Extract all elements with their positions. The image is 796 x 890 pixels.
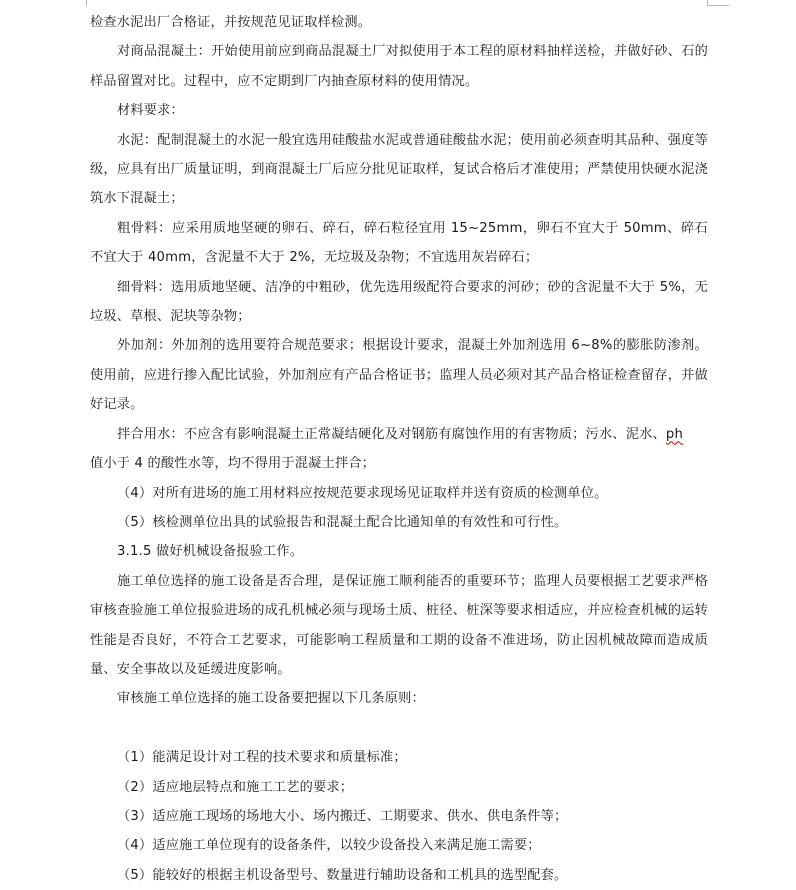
principle-item-1: （1）能满足设计对工程的技术要求和质量标准；	[117, 750, 407, 766]
mixing-water-text-continued: 值小于 4 的酸性水等，均不得用于混凝土拌合；	[90, 456, 376, 472]
paragraph-commercial-concrete: 对商品混凝土：开始使用前应到商品混凝土厂对拟使用于本工程的原材料抽样送检，并做好砂、石的样品留置对比。过程中，应不定期到厂内抽查原材料的使用情况。	[90, 44, 708, 89]
principle-item-3: （3）适应施工现场的场地大小、场内搬迁、工期要求、供水、供电条件等；	[117, 808, 568, 824]
paragraph-admixture: 外加剂：外加剂的选用要符合规范要求；根据设计要求，混凝土外加剂选用 6~8%的膨胀防渗剂。使用前，应进行掺入配比试验，外加剂应有产品合格证书；监理人员必须对其产品合格证检查留存，并做好记录。	[90, 338, 708, 413]
crop-mark-top-right-horizontal	[707, 5, 729, 6]
section-heading-3-1-5: 3.1.5 做好机械设备报验工作。	[117, 544, 304, 560]
principle-item-4: （4）适应施工单位现有的设备条件，以较少设备投入来满足施工需要；	[117, 838, 541, 854]
ph-spelling-mark: ph	[665, 426, 684, 442]
blank-line	[90, 714, 708, 743]
mixing-water-text: 拌合用水：不应含有影响混凝土正常凝结硬化及对钢筋有腐蚀作用的有害物质；污水、泥水、	[117, 426, 666, 442]
paragraph-cement-certificate: 检查水泥出厂合格证，并按规范见证取样检测。	[90, 15, 372, 30]
paragraph-equipment-selection: 施工单位选择的施工设备是否合理，是保证施工顺利能否的重要环节；监理人员要根据工艺要求严格审核查验施工单位报验进场的成孔机械必须与现场土质、桩径、桩深等要求相适应，并应检查机械的运转性能是否良好，不符合工艺要求，可能影响工程质量和工期的设备不准进场，防止因机械故障而造成质量、安全事故以及延缓进度影响。	[90, 573, 708, 677]
paragraph-fine-aggregate: 细骨料：选用质地坚硬、洁净的中粗砂，优先选用级配符合要求的河砂；砂的含泥量不大于 5%，无垃圾、草根、泥块等杂物；	[90, 279, 708, 325]
paragraph-coarse-aggregate: 粗骨料：应采用质地坚硬的卵石、碎石，碎石粒径宜用 15~25mm，卵石不宜大于 50mm、碎石不宜大于 40mm，含泥量不大于 2%，无垃圾及杂物；不宜选用灰岩碎石；	[90, 220, 708, 266]
paragraph-item-5-reports: （5）核检测单位出具的试验报告和混凝土配合比通知单的有效性和可行性。	[117, 514, 568, 530]
principle-item-5: （5）能较好的根据主机设备型号、数量进行辅助设备和工机具的选型配套。	[117, 867, 568, 883]
paragraph-item-4-sampling: （4）对所有进场的施工用材料应按规范要求现场见证取样并送有资质的检测单位。	[117, 485, 608, 501]
principle-item-2: （2）适应地层特点和施工工艺的要求；	[117, 779, 354, 795]
crop-mark-top-left	[86, 0, 87, 6]
paragraph-review-principles: 审核施工单位选择的施工设备要把握以下几条原则：	[117, 691, 425, 707]
document-body	[90, 8, 708, 890]
paragraph-cement: 水泥：配制混凝土的水泥一般宜选用硅酸盐水泥或普通硅酸盐水泥；使用前必须查明其品种、强度等级，应具有出厂质量证明，到商混凝土厂后应分批见证取样，复试合格后才准使用；严禁使用快硬水泥浇筑水下混凝土；	[90, 132, 708, 207]
paragraph-mixing-water	[90, 420, 708, 479]
paragraph-material-requirements: 材料要求：	[117, 103, 184, 119]
